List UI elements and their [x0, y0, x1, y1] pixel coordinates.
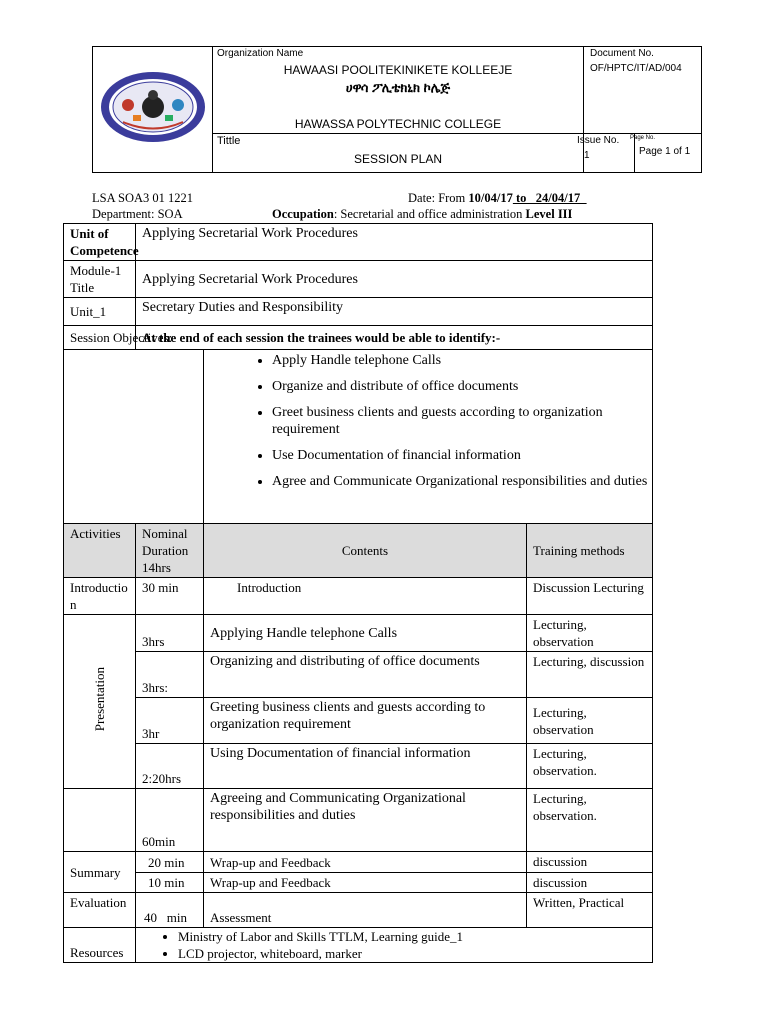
presentation-label: Presentation — [92, 667, 107, 732]
presentation-method: Lecturing, observation. — [527, 789, 653, 852]
presentation-content: Agreeing and Communicating Organizational responsibilities and duties — [204, 789, 527, 852]
issue-label: Issue No. — [577, 135, 620, 146]
objectives-cell — [204, 350, 653, 524]
module-label: Module-1 Title — [64, 261, 136, 298]
org-name-amharic: ሀዋሳ ፖሊቴክኒክ ኮሌጅ — [345, 80, 451, 95]
resource-item: • LCD projector, whiteboard, marker — [178, 945, 652, 962]
objective-item: • Organize and distribute of office documents — [272, 378, 652, 395]
evaluation-label: Evaluation — [64, 893, 136, 928]
occupation-value: : Secretarial and office administration — [333, 207, 526, 221]
page-label: Page No. — [630, 135, 656, 141]
intro-duration: 30 min — [136, 578, 204, 615]
activities-header: Activities — [64, 524, 136, 578]
presentation-content: Organizing and distributing of office documents — [204, 652, 527, 698]
objective-item: • Agree and Communicate Organizational responsibilities and duties — [272, 473, 652, 490]
presentation-content: Greeting business clients and guests according to organization requirement — [204, 698, 527, 744]
unit-value: Secretary Duties and Responsibility — [136, 298, 653, 326]
course-code: LSA SOA3 01 1221 — [92, 191, 194, 205]
org-label: Organization Name — [217, 48, 304, 59]
evaluation-content: Assessment — [204, 893, 527, 928]
evaluation-duration: 40 min — [136, 893, 204, 928]
department: Department: SOA — [92, 207, 183, 221]
contents-header: Contents — [204, 524, 527, 578]
presentation-method: Lecturing, observation — [527, 615, 653, 652]
summary-content: Wrap-up and Feedback — [204, 852, 527, 873]
summary-content: Wrap-up and Feedback — [204, 873, 527, 893]
resources-list — [136, 928, 652, 962]
objectives-intro: At the end of each session the trainees would be able to identify:- — [136, 326, 653, 350]
page-cell — [630, 134, 701, 172]
document-header — [92, 46, 702, 173]
document-number-cell — [584, 47, 701, 134]
org-name-local: HAWAASI POOLITEKINIKETE KOLLEEJE — [283, 63, 513, 77]
page-value: Page 1 of 1 — [639, 146, 691, 157]
uoc-value: Applying Secretarial Work Procedures — [136, 224, 653, 261]
agreeing-activity-blank — [64, 789, 136, 852]
org-name-english: HAWASSA POLYTECHNIC COLLEGE — [294, 117, 502, 131]
date-to: _24/04/17_ — [529, 191, 587, 205]
title-label: Tittle — [217, 135, 241, 147]
occupation-label: Occupation — [272, 207, 334, 221]
date-line — [408, 191, 587, 206]
date-to-word: to — [512, 191, 530, 205]
presentation-duration: 3hrs: — [136, 652, 204, 698]
college-seal-logo — [93, 47, 212, 172]
intro-activity: Introduction — [64, 578, 136, 615]
level: Level III — [525, 207, 573, 221]
module-value: Applying Secretarial Work Procedures — [136, 261, 653, 298]
issue-number: 1 — [584, 150, 590, 161]
date-prefix: Date: From — [408, 191, 469, 205]
summary-duration: 10 min — [136, 873, 204, 893]
summary-method: discussion — [527, 873, 653, 893]
objective-item: • Use Documentation of financial information — [272, 447, 652, 464]
session-plan-table — [63, 223, 653, 963]
resources-label: Resources — [64, 928, 136, 963]
objective-item: • Greet business clients and guests according to organization requirement — [272, 404, 652, 438]
objectives-list — [204, 352, 652, 490]
title-value: SESSION PLAN — [353, 152, 443, 166]
issue-cell — [577, 134, 635, 172]
logo-cell — [93, 47, 213, 172]
unit-label: Unit_1 — [64, 298, 136, 326]
date-from: 10/04/17 — [468, 191, 513, 205]
duration-header: Nominal Duration 14hrs — [136, 524, 204, 578]
doc-number-label: Document No. — [590, 48, 654, 59]
presentation-duration: 2:20hrs — [136, 744, 204, 789]
objectives-blank — [64, 350, 204, 524]
presentation-method: Lecturing, discussion — [527, 652, 653, 698]
resources-cell — [136, 928, 653, 963]
intro-method: Discussion Lecturing — [527, 578, 653, 615]
uoc-label: Unit of Competence — [64, 224, 136, 261]
presentation-duration: 60min — [136, 789, 204, 852]
presentation-label-cell — [64, 615, 136, 789]
evaluation-method: Written, Practical — [527, 893, 653, 928]
methods-header: Training methods — [527, 524, 653, 578]
presentation-content: Applying Handle telephone Calls — [204, 615, 527, 652]
presentation-method: Lecturing, observation. — [527, 744, 653, 789]
organization-cell — [213, 47, 584, 134]
title-cell — [213, 134, 584, 172]
presentation-method: Lecturing, observation — [527, 698, 653, 744]
resource-item: • Ministry of Labor and Skills TTLM, Learning guide_1 — [178, 928, 652, 945]
presentation-duration: 3hrs — [136, 615, 204, 652]
intro-content: Introduction — [204, 578, 527, 615]
objective-item: • Apply Handle telephone Calls — [272, 352, 652, 369]
doc-number: OF/HPTC/IT/AD/004 — [590, 63, 682, 74]
presentation-content: Using Documentation of financial information — [204, 744, 527, 789]
summary-duration: 20 min — [136, 852, 204, 873]
occupation-line — [272, 207, 572, 222]
objectives-label: Session Objectives: — [64, 326, 136, 350]
presentation-duration: 3hr — [136, 698, 204, 744]
summary-label: Summary — [64, 852, 136, 893]
summary-method: discussion — [527, 852, 653, 873]
